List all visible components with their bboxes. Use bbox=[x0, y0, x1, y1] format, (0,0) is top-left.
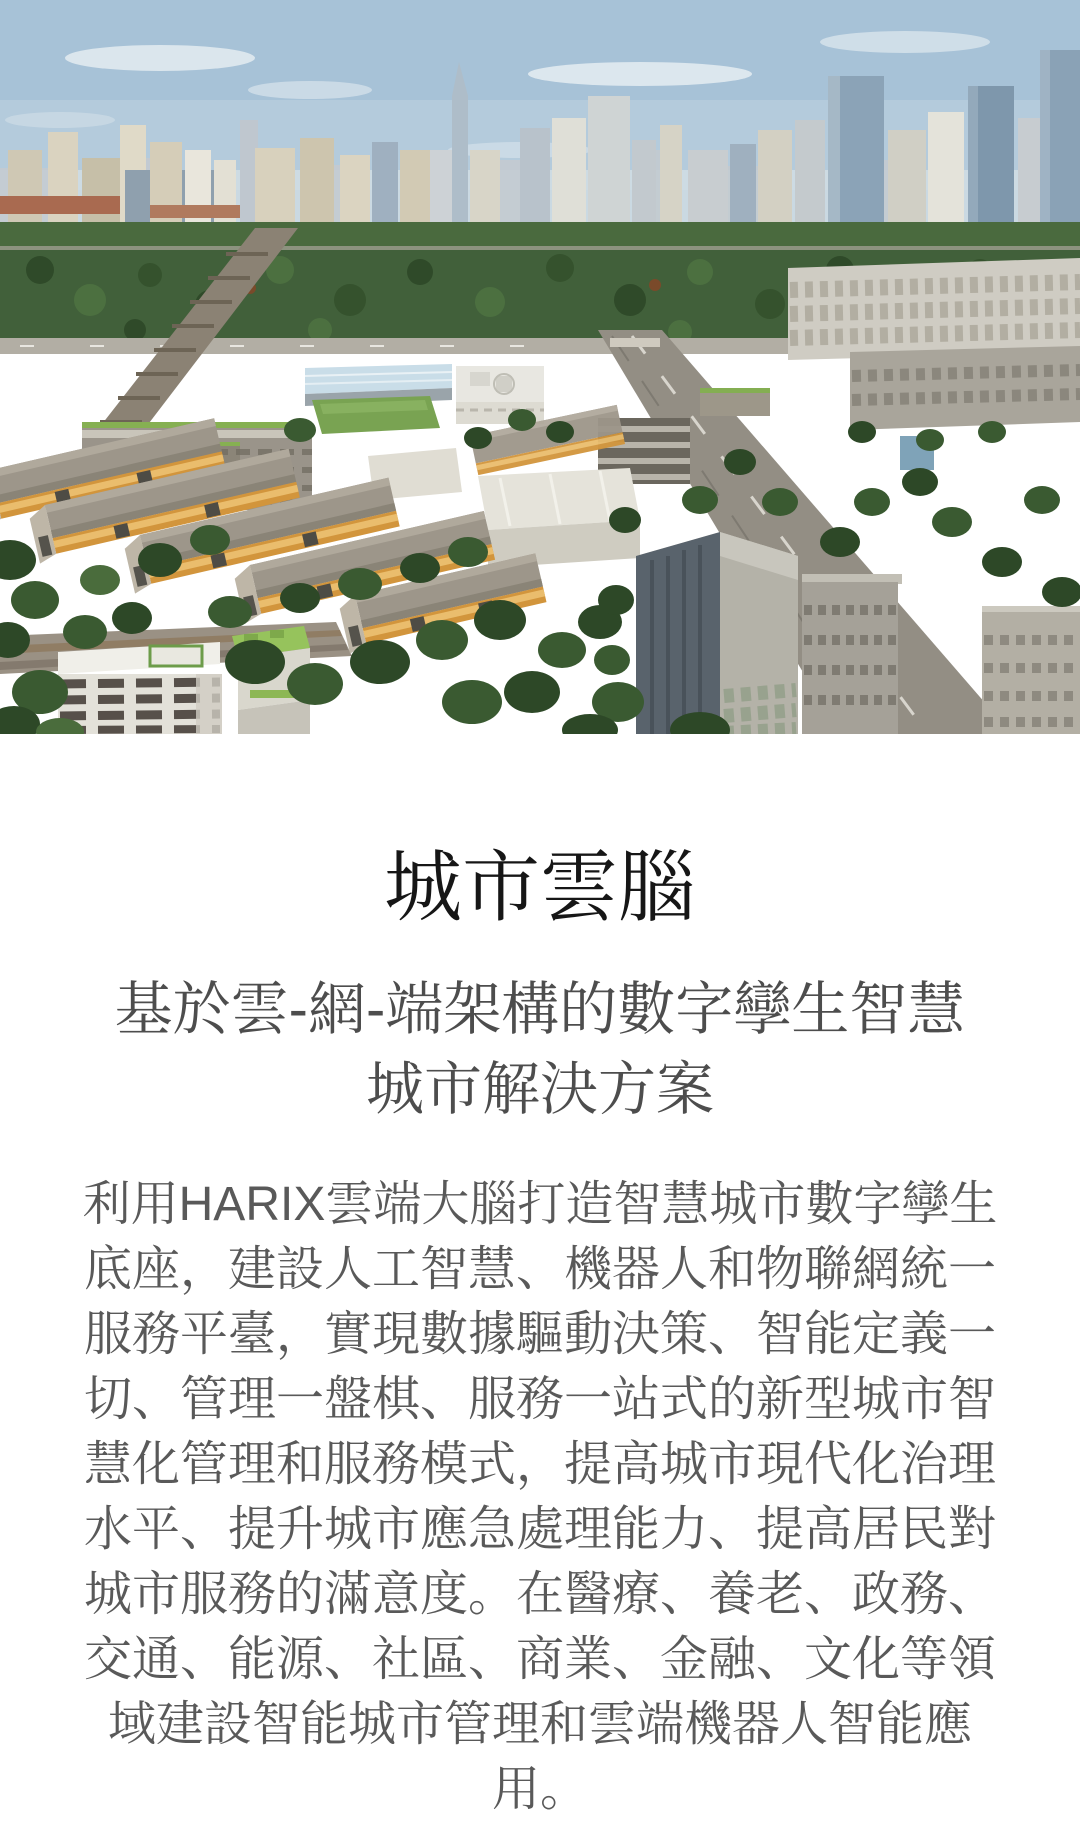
page-subtitle-line-1: 基於雲-網-端架構的數字孿生智慧 bbox=[114, 977, 966, 1042]
page-subtitle bbox=[80, 970, 1000, 1130]
city-aerial-render-graphic bbox=[0, 0, 1080, 734]
page-subtitle-line-2: 城市解決方案 bbox=[365, 1057, 714, 1122]
page-title: 城市雲腦 bbox=[383, 843, 696, 931]
body-paragraph: 利用HARIX雲端大腦打造智慧城市數字孿生底座，建設人工智慧、機器人和物聯網統一服務平臺，實現數據驅動決策、智能定義一切、管理一盤棋、服務一站式的新型城市智慧化管理和服務模式，提高城市現代化治理水平、提升城市應急處理能力、提高居民對城市服務的滿意度。在醫療、養老、政務、交通、能源、社區、商業、金融、文化等領域建設智能城市管理和雲端機器人智能應用。 bbox=[82, 1178, 998, 1816]
hero-image bbox=[0, 0, 1080, 734]
content-section bbox=[0, 844, 1080, 1822]
